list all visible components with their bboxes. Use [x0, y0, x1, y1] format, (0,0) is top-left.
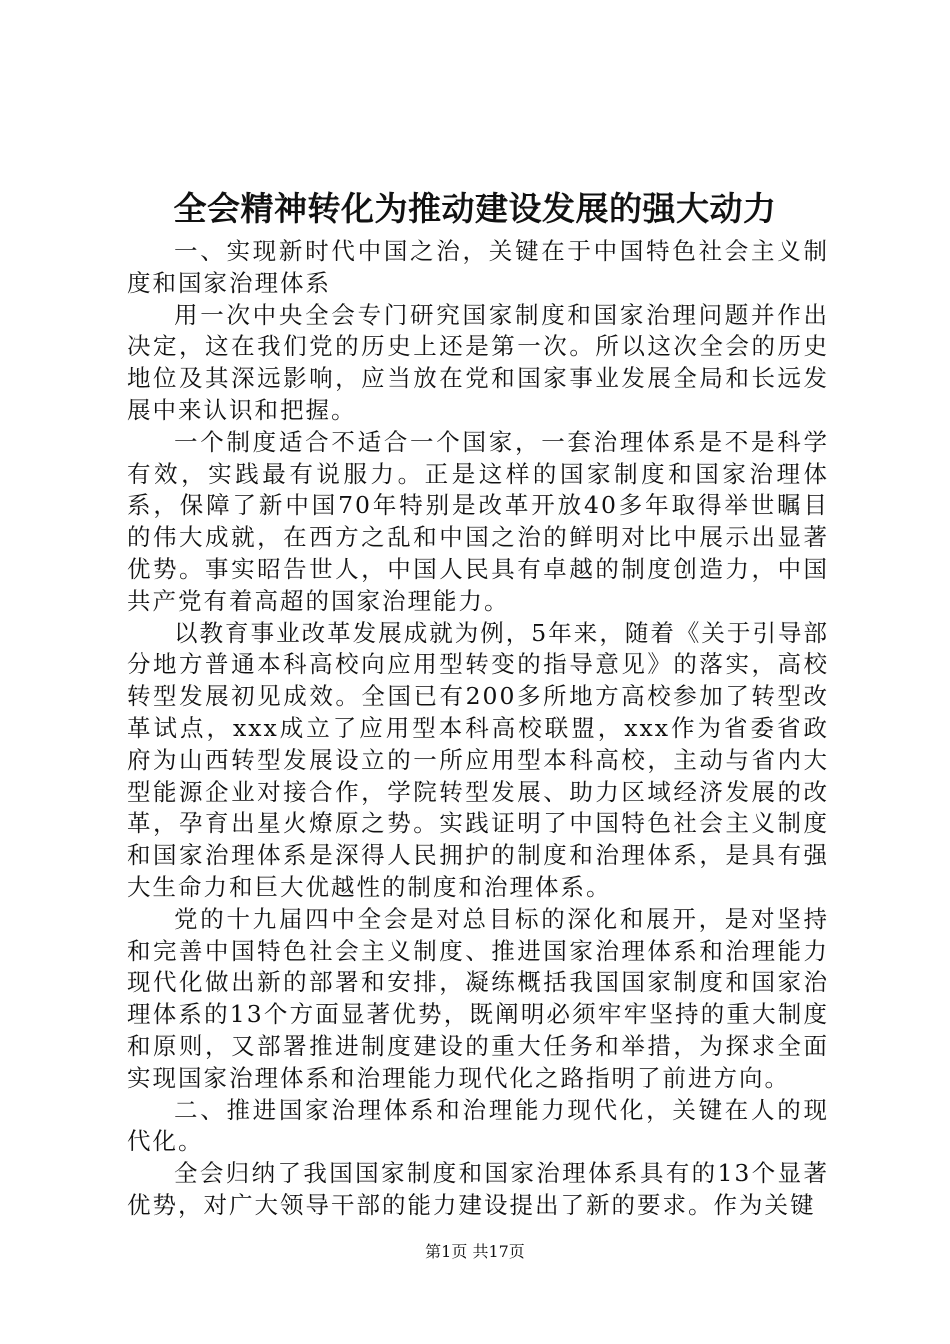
paragraph: 以教育事业改革发展成就为例，5年来，随着《关于引导部分地方普通本科高校向应用型转变的指导意见》的落实，高校转型发展初见成效。全国已有200多所地方高校参加了转型改革试点，xxx成立了应用型本科高校联盟，xxx作为省委省政府为山西转型发展设立的一所应用型本科高校，主动与省内大型能源企业对接合作，学院转型发展、助力区域经济发展的改革，孕育出星火燎原之势。实践证明了中国特色社会主义制度和国家治理体系是深得人民拥护的制度和治理体系，是具有强大生命力和巨大优越性的制度和治理体系。 — [127, 618, 829, 901]
paragraph-section-heading-2: 二、推进国家治理体系和治理能力现代化，关键在人的现代化。 — [127, 1095, 829, 1156]
document-body — [127, 236, 829, 1222]
paragraph: 党的十九届四中全会是对总目标的深化和展开，是对坚持和完善中国特色社会主义制度、推进国家治理体系和治理能力现代化做出新的部署和安排，凝练概括我国国家制度和国家治理体系的13个方面显著优势，既阐明必须牢牢坚持的重大制度和原则，又部署推进制度建设的重大任务和举措，为探求全面实现国家治理体系和治理能力现代化之路指明了前进方向。 — [127, 904, 829, 1092]
document-title: 全会精神转化为推动建设发展的强大动力 — [173, 189, 777, 228]
paragraph: 全会归纳了我国国家制度和国家治理体系具有的13个显著优势，对广大领导干部的能力建设提出了新的要求。作为关键 — [127, 1159, 829, 1219]
paragraph: 用一次中央全会专门研究国家制度和国家治理问题并作出决定，这在我们党的历史上还是第一次。所以这次全会的历史地位及其深远影响，应当放在党和国家事业发展全局和长远发展中来认识和把握。 — [127, 300, 829, 424]
paragraph: 一个制度适合不适合一个国家，一套治理体系是不是科学有效，实践最有说服力。正是这样的国家制度和国家治理体系，保障了新中国70年特别是改革开放40多年取得举世瞩目的伟大成就，在西方之乱和中国之治的鲜明对比中展示出显著优势。事实昭告世人，中国人民具有卓越的制度创造力，中国共产党有着高超的国家治理能力。 — [127, 427, 829, 615]
page-number-footer: 第1页 共17页 — [425, 1242, 525, 1261]
paragraph-section-heading-1: 一、实现新时代中国之治，关键在于中国特色社会主义制度和国家治理体系 — [127, 237, 829, 297]
